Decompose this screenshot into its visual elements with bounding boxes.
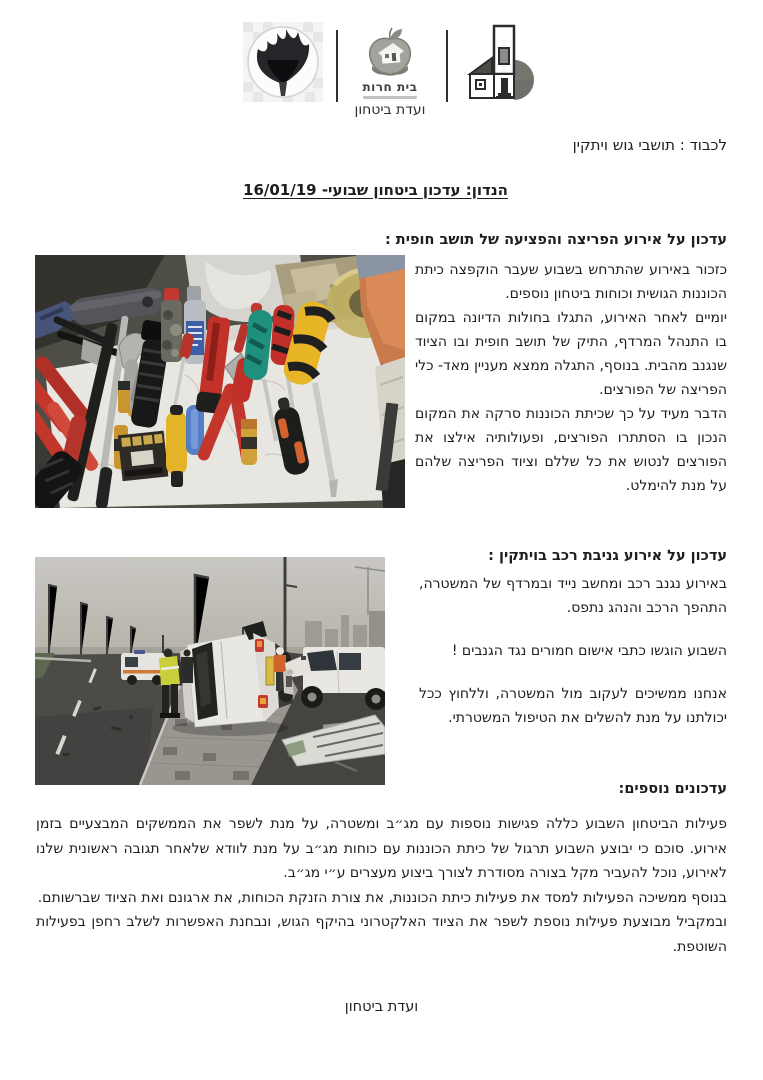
overturned-vehicle-photo [35,557,385,785]
recipient-line: לכבוד : תושבי גוש ויתקין [572,136,727,154]
house-logo [458,22,542,102]
more-updates-paragraph: ובמקביל מבוצעת פעילות נוספת לשפר את הציוד האלקטרוני בהיקף הגוש, ונבחנת האפשרות לשלב רחפן בפעילות השוטפת. [36,914,727,955]
car-theft-paragraph: אנחנו ממשיכים לעקוב מול המשטרה, וללחוץ ככל יכולתנו על מנת להשלים את הטיפול המשטרתי. [419,686,727,726]
spray-can-camo [161,288,182,362]
more-updates-heading: עדכונים נוספים: [618,781,727,797]
flower-emblem-icon [243,20,323,104]
more-updates-paragraph: בנוסף ממשיכה הפעילות למסד את פעילות כיתת הכוננות, את צורת הזנקת הכוחות, את ארגונם ואת הציוד שברשותם. [37,889,727,906]
subject-line: הנדון: עדכון ביטחון שבועי- 16/01/19 [243,181,508,199]
subject-line-wrap [0,180,757,199]
header-caption: ועדת ביטחון [354,102,426,118]
center-logo-tagline [363,96,417,99]
car-theft-section-text [419,572,727,730]
car-theft-paragraph: באירוע נגנב רכב ומחשב נייד ובמרדף של המשטרה, התהפך הרכב והנהג נתפס. [419,576,727,616]
burglary-tools-photo [35,255,405,508]
beit-herut-logo [348,26,432,99]
circuit-board [118,431,169,482]
burglary-paragraph: יומיים לאחר האירוע, התגלו בחולות הדיונה במקום בו התנהל המרדף, התיק של תושב חופית ובו הציוד שנגנב מהבית. בנוסף, התגלה ממצא מעניין מאד- כלי הפריצה של הפורצים. [415,310,727,398]
more-updates-text [36,812,727,959]
burglary-section-heading: עדכון על אירוע הפריצה והפציעה של תושב חופית : [384,232,727,248]
header-divider-left [336,30,338,102]
car-theft-paragraph: השבוע הוגשו כתבי אישום חמורים נגד הגנבים ! [451,643,727,659]
apple-house-emblem-icon [348,26,432,80]
header-divider-right [446,30,448,102]
center-logo-title: בית חרות [362,80,418,94]
burglary-paragraph: כזכור באירוע שהתרחש בשבוע שעבר הוקפצה כיתת הכוננות הגושית וכוחות ביטחון נוספים. [415,262,727,302]
signature-line: ועדת ביטחון [344,999,419,1015]
car-theft-section-heading: עדכון על אירוע גניבת רכב בויתקין : [488,548,727,564]
burglary-section-text [415,258,727,498]
more-updates-paragraph: פעילות הביטחון השבוע כללה פגישות נוספות עם מג״ב ומשטרה, על מנת לשפר את הממשקים המבצעיים בזמן אירוע. סוכם כי יבוצע השבוע תרגול של כיתת הכוננות עם כוחות מג״ב על מנת לוודא שלאחר תגובה ראשונית שלנו לאירוע, נוכל להעביר מקל בצורה מסודרת לצורך ביצוע מעצרים ע״י מג״ב. [36,816,727,881]
house-tower-emblem-icon [458,22,542,102]
flower-logo [243,20,323,104]
burglary-paragraph: הדבר מעיד על כך שכיתת הכוננות סרקה את המקום הנכון בו הסתתרו הפורצים, ופעולותיה אילצו את הפורצים לנטוש את כל שללם וציוד הפריצה שלהם על מנת להימלט. [415,406,727,494]
